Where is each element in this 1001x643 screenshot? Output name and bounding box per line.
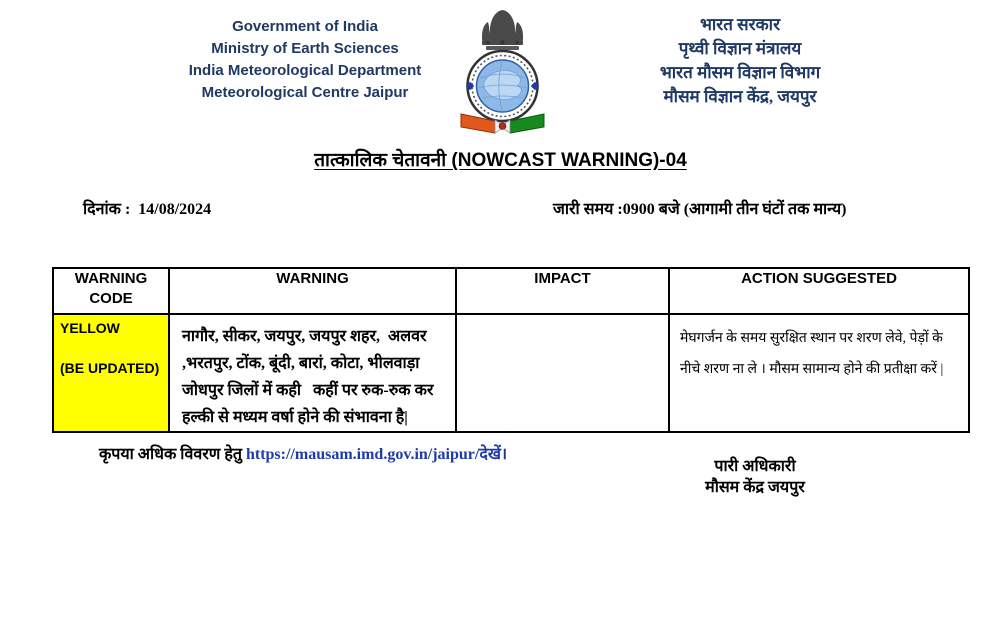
header-english: [145, 16, 465, 104]
signature-line: पारी अधिकारी: [714, 458, 796, 475]
header-hindi-line: मौसम विज्ञान केंद्र, जयपुर: [663, 87, 817, 106]
warning-code-note: (BE UPDATED): [60, 360, 160, 376]
col-header-warning: WARNING: [169, 268, 456, 314]
more-info-line: [83, 424, 507, 482]
signature-line: मौसम केंद्र जयपुर: [705, 479, 805, 496]
more-info-danda: ।: [500, 446, 508, 463]
col-header-warning-code: WARNING CODE: [53, 268, 169, 314]
table-header-row: [53, 268, 969, 314]
page-title: [0, 146, 1001, 172]
warning-code-value: YELLOW: [60, 320, 120, 336]
impact-cell: [456, 314, 669, 432]
imd-emblem-logo: [455, 6, 550, 134]
page-title-text: तात्कालिक चेतावनी (NOWCAST WARNING)-04: [314, 150, 687, 171]
mausam-jaipur-link[interactable]: https://mausam.imd.gov.in/jaipur/देखें: [245, 446, 501, 463]
col-header-impact: IMPACT: [456, 268, 669, 314]
col-header-action-suggested: ACTION SUGGESTED: [669, 268, 969, 314]
table-row: [53, 314, 969, 432]
header-english-line: Government of India: [232, 18, 378, 35]
action-suggested-cell: [669, 314, 969, 432]
signature-block: [630, 456, 880, 498]
warning-table: [52, 267, 970, 433]
action-suggested-text: मेघगर्जन के समय सुरक्षित स्थान पर शरण लेवे, पेड़ों के नीचे शरण ना ले । मौसम सामान्य होने की प्रतीक्षा करें |: [680, 331, 947, 377]
header-english-line: Ministry of Earth Sciences: [211, 40, 399, 57]
issue-time: जारी समय :0900 बजे (आगामी तीन घंटों तक मान्य): [553, 201, 847, 218]
header-english-line: Meteorological Centre Jaipur: [201, 84, 409, 101]
warning-code-cell: [53, 314, 169, 432]
more-info-prefix: कृपया अधिक विवरण हेतु: [99, 446, 246, 463]
header-hindi-line: भारत मौसम विज्ञान विभाग: [659, 63, 821, 82]
header-hindi-line: भारत सरकार: [699, 15, 781, 34]
issue-date: दिनांक : 14/08/2024: [83, 201, 212, 218]
header-english-line: India Meteorological Department: [188, 62, 422, 79]
header-hindi: [600, 13, 880, 109]
header-hindi-line: पृथ्वी विज्ञान मंत्रालय: [678, 39, 802, 58]
imd-emblem-icon: [455, 6, 550, 134]
warning-cell: [169, 314, 456, 432]
warning-text: नागौर, सीकर, जयपुर, जयपुर शहर, अलवर ,भरतपुर, टोंक, बूंदी, बारां, कोटा, भीलवाड़ा जोधपुर जिलों में कही कहीं पर रुक-रुक कर हल्की से मध्यम वर्षा होने की संभावना है|: [182, 328, 438, 426]
